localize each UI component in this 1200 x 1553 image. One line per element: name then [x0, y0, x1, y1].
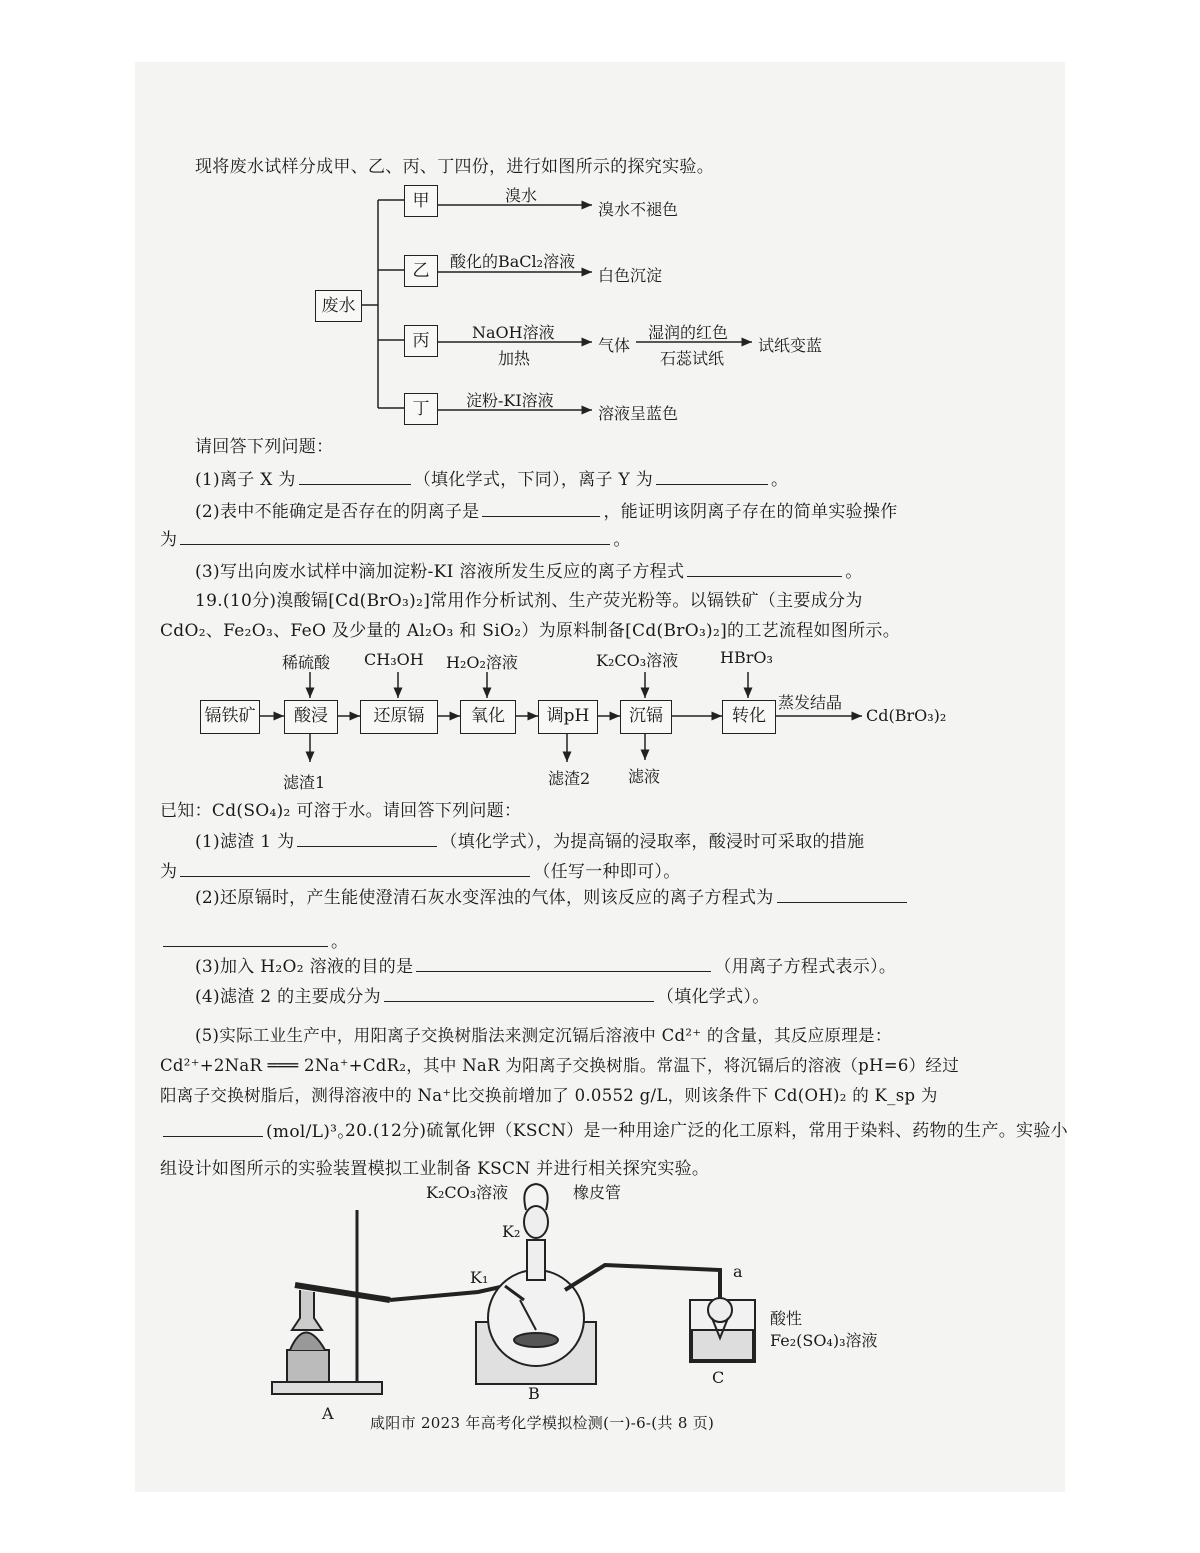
step-ore-box: 镉铁矿: [200, 700, 260, 734]
q18-part1: (1)离子 X 为 （填化学式，下同），离子 Y 为 。: [195, 470, 789, 490]
litmus-top: 湿润的红色: [648, 323, 729, 342]
reagent-heat: 加热: [498, 349, 531, 368]
step-ph-box: 调pH: [538, 700, 598, 734]
input-h2o2: H₂O₂溶液: [446, 653, 518, 672]
sample-jia-box: 甲: [404, 185, 438, 217]
output-residue1: 滤渣1: [283, 773, 326, 792]
step-precipitate-box: 沉镉: [620, 700, 672, 734]
stand-base: [272, 1382, 382, 1394]
step-convert-box: 转化: [722, 700, 776, 734]
result-jia: 溴水不褪色: [598, 200, 679, 219]
q19-part5-line2: Cd²⁺+2NaR ═══ 2Na⁺+CdR₂，其中 NaR 为阳离子交换树脂。常温下，将沉镉后的溶液（pH=6）经过: [160, 1056, 960, 1075]
q18-part2: (2)表中不能确定是否存在的阴离子是 ，能证明该阴离子存在的简单实验操作: [195, 502, 898, 522]
label-a: a: [733, 1262, 743, 1281]
drop-funnel: [524, 1206, 548, 1238]
result-yi: 白色沉淀: [598, 266, 663, 285]
intro-text: 现将废水试样分成甲、乙、丙、丁四份，进行如图所示的探究实验。: [195, 157, 714, 177]
label-fe2so4: Fe₂(SO₄)₃溶液: [770, 1331, 878, 1350]
test-tube-bulb: [292, 1290, 322, 1330]
input-hbro3: HBrO₃: [720, 648, 773, 667]
result-blue-paper: 试纸变蓝: [758, 336, 823, 355]
q19-part5: (5)实际工业生产中，用阳离子交换树脂法来测定沉镉后溶液中 Cd²⁺ 的含量，其反应原理是：: [195, 1026, 892, 1045]
input-sulfuric-acid: 稀硫酸: [282, 653, 331, 672]
page-footer: 咸阳市 2023 年高考化学模拟检测(一)-6-(共 8 页): [370, 1414, 715, 1432]
q19-part1: (1)滤渣 1 为 （填化学式），为提高镉的浸取率，酸浸时可采取的措施: [195, 832, 865, 852]
q19-part5-line3: 阳离子交换树脂后，测得溶液中的 Na⁺比交换前增加了 0.0552 g/L，则该条件下 Cd(OH)₂ 的 K_sp 为: [160, 1086, 938, 1105]
sample-ding-box: 丁: [404, 393, 438, 425]
flask-neck: [527, 1240, 545, 1280]
q20-head2: 组设计如图所示的实验装置模拟工业制备 KSCN 并进行相关探究实验。: [160, 1159, 710, 1179]
lamp: [290, 1333, 325, 1351]
q19-part1-cont: 为 （任写一种即可）。: [160, 862, 681, 882]
label-rubber-tube: 橡皮管: [573, 1183, 622, 1202]
evaporate-label: 蒸发结晶: [778, 693, 843, 712]
sample-bing-box: 丙: [404, 325, 438, 357]
flask-b: [488, 1270, 584, 1366]
q19-part5-line4: (mol/L)³。: [160, 1120, 355, 1143]
step-oxidize-box: 氧化: [460, 700, 516, 734]
q19-head: 19.(10分)溴酸镉[Cd(BrO₃)₂]常用作分析试剂、生产荧光粉等。以镉铁矿（主要成分为: [195, 591, 863, 611]
reagent-naoh: NaOH溶液: [472, 323, 555, 342]
q19-known: 已知：Cd(SO₄)₂ 可溶于水。请回答下列问题：: [160, 801, 522, 821]
reagent-bromine: 溴水: [505, 186, 538, 205]
litmus-bottom: 石蕊试纸: [660, 349, 725, 368]
wastewater-box: 废水: [315, 290, 362, 322]
flask-contents: [514, 1333, 558, 1347]
input-k2co3: K₂CO₃溶液: [596, 651, 679, 670]
connect-tube-bc: [565, 1265, 720, 1300]
burner-block: [287, 1350, 329, 1382]
beaker-liquid: [692, 1330, 753, 1360]
reagent-starch-ki: 淀粉-KI溶液: [466, 391, 554, 410]
q19-part2: (2)还原镉时，产生能使澄清石灰水变浑浊的气体，则该反应的离子方程式为: [195, 886, 910, 909]
q19-head2: CdO₂、Fe₂O₃、FeO 及少量的 Al₂O₃ 和 SiO₂）为原料制备[Cd(BrO₃)₂]的工艺流程如图所示。: [160, 621, 901, 641]
result-gas: 气体: [598, 336, 631, 355]
q19-part4: (4)滤渣 2 的主要成分为 （填化学式）。: [195, 987, 770, 1007]
sample-yi-box: 乙: [404, 255, 438, 287]
q20-head: 20.(12分)硫氰化钾（KSCN）是一种用途广泛的化工原料，常用于染料、药物的生产。实验小: [345, 1121, 1068, 1141]
step-reduce-box: 还原镉: [360, 700, 438, 734]
label-k2: K₂: [502, 1222, 521, 1241]
product-label: Cd(BrO₃)₂: [866, 706, 947, 725]
q18-part2-cont: 为 。: [160, 530, 631, 550]
q19-part2-cont: 。: [160, 930, 348, 953]
output-filtrate: 滤液: [628, 767, 661, 786]
label-acidic: 酸性: [770, 1309, 803, 1328]
label-b-apparatus: B: [528, 1384, 540, 1403]
label-c-apparatus: C: [712, 1368, 725, 1387]
label-k1: K₁: [470, 1268, 489, 1287]
label-k2co3: K₂CO₃溶液: [426, 1183, 509, 1202]
q18-prompt: 请回答下列问题：: [195, 437, 334, 457]
q18-part3: (3)写出向废水试样中滴加淀粉-KI 溶液所发生反应的离子方程式 。: [195, 562, 863, 582]
connect-tube-ab: [390, 1286, 505, 1300]
q19-part3: (3)加入 H₂O₂ 溶液的目的是 （用离子方程式表示）。: [195, 957, 897, 977]
label-a-apparatus: A: [322, 1404, 334, 1423]
input-methanol: CH₃OH: [364, 650, 424, 669]
step-acid-leach-box: 酸浸: [284, 700, 338, 734]
reagent-bacl2: 酸化的BaCl₂溶液: [450, 252, 576, 271]
result-ding: 溶液呈蓝色: [598, 404, 679, 423]
output-residue2: 滤渣2: [548, 769, 591, 788]
